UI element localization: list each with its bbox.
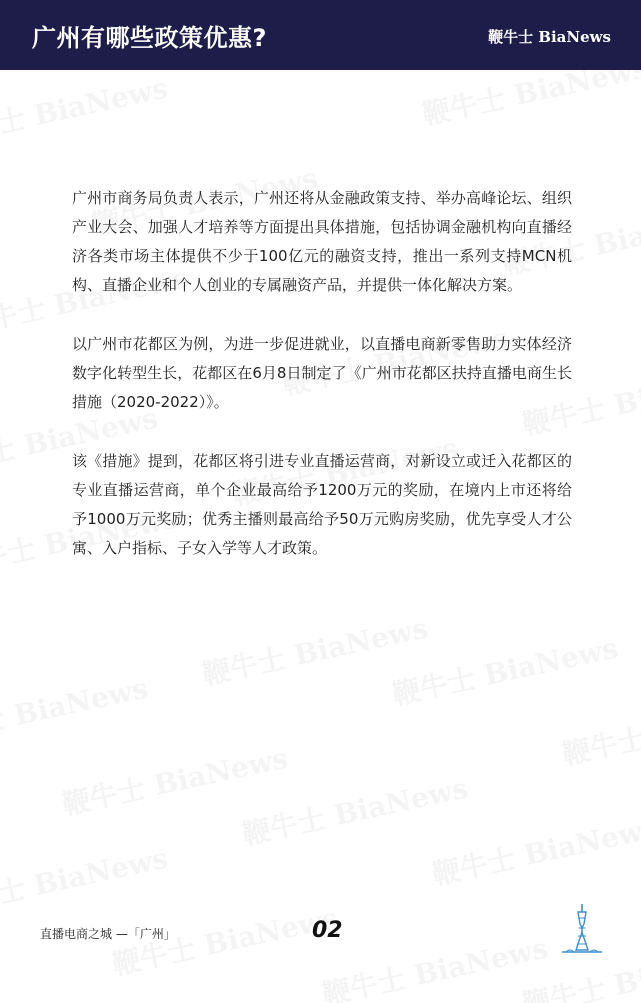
watermark [198,607,431,694]
watermark [0,667,151,754]
canton-tower-icon [560,902,604,954]
watermark [0,70,171,153]
watermark [58,737,291,824]
paragraph: 该《措施》提到，花都区将引进专业直播运营商，对新设立或迁入花都区的专业直播运营商，单个企业最高给予1200万元的奖励，在境内上市还将给予1000万元奖励；优秀主播则最高给予50万元购房奖励，优先享受人才公寓、入户指标、子女入学等人才政策。 [72,452,572,557]
page-header [0,0,641,70]
watermark [418,70,641,133]
paragraph: 以广州市花都区为例，为进一步促进就业，以直播电商新零售助力实体经济数字化转型生长，花都区在6月8日制定了《广州市花都区扶持直播电商生长措施（2020-2022）》。 [72,335,572,411]
watermark [238,767,471,854]
brand-logo: 鞭牛士 BiaNews [488,28,611,46]
watermark [428,807,641,894]
paragraph: 广州市商务局负责人表示，广州还将从金融政策支持、举办高峰论坛、组织产业大会、加强人才培养等方面提出具体措施，包括协调金融机构向直播经济各类市场主体提供不少于100亿元的融资支持，推出一系列支持MCN机构、直播企业和个人创业的专属融资产品，并提供一体化解决方案。 [72,189,572,294]
watermark [318,927,551,1003]
watermark [558,687,641,774]
footer-caption: 直播电商之城 —「广州」 [40,927,176,941]
watermark [388,627,621,714]
page-number: 02 [312,918,343,943]
article-body [72,184,572,593]
watermark [0,837,171,924]
page-title: 广州有哪些政策优惠? [32,24,267,52]
